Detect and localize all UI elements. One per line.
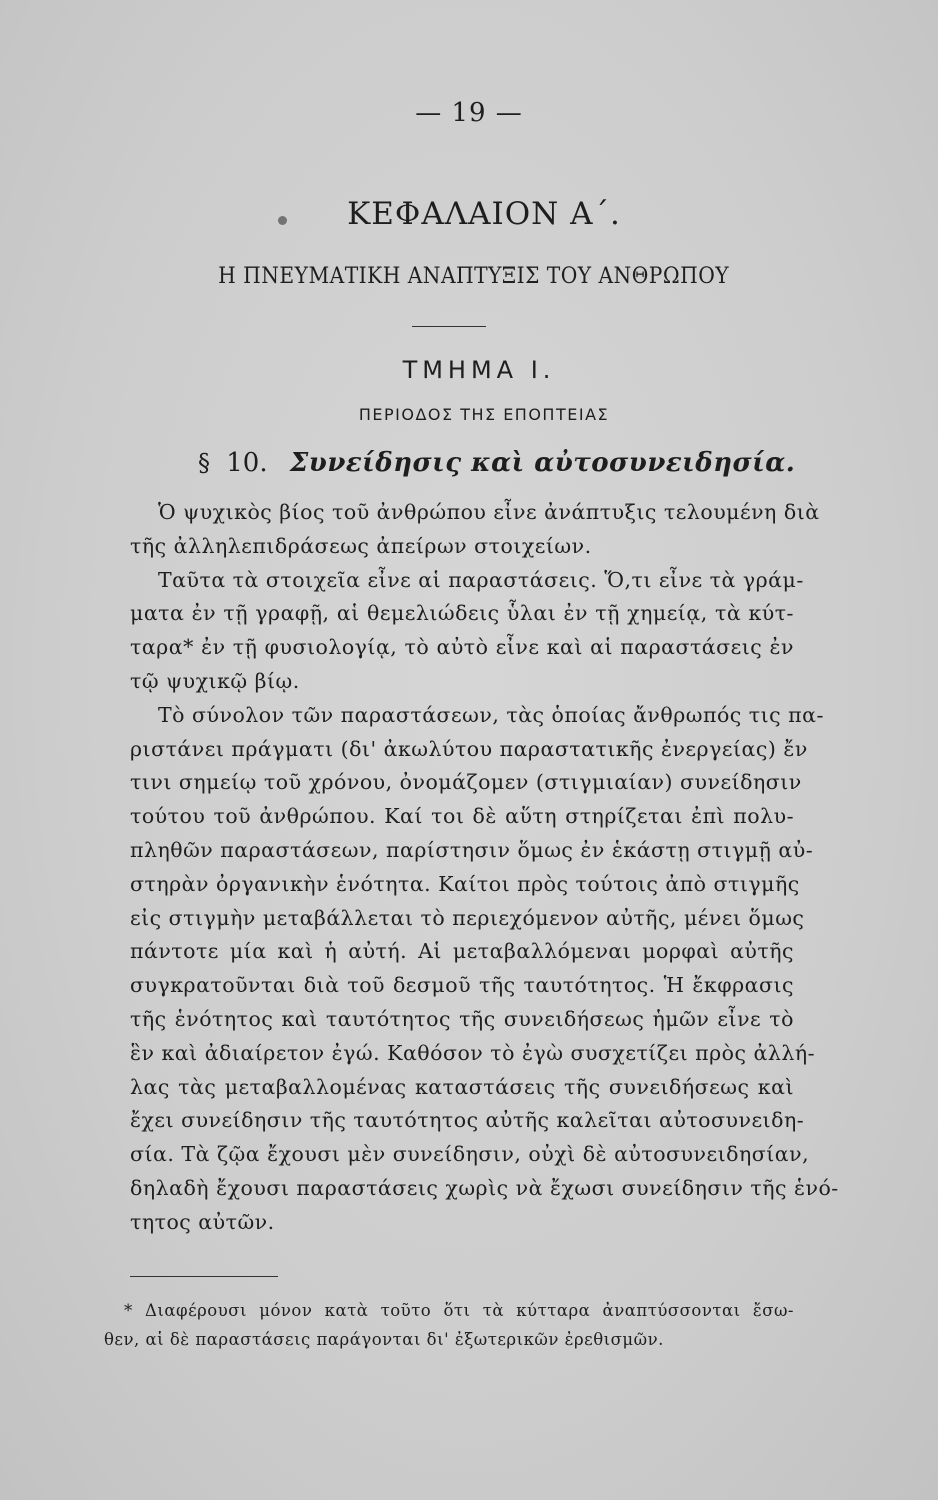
body-line: δηλαδὴ ἔχουσι παραστάσεις χωρὶς νὰ ἔχωσι συνείδησιν τῆς ἑνό- bbox=[130, 1175, 839, 1200]
body-line: ἓν καὶ ἀδιαίρετον ἐγώ. Καθόσον τὸ ἐγὼ συσχετίζει πρὸς ἀλλή- bbox=[130, 1040, 816, 1065]
body-line: ματα ἐν τῇ γραφῇ, αἱ θεμελιώδεις ὗλαι ἐν τῇ χημείᾳ, τὰ κύτ- bbox=[130, 601, 794, 626]
body-line: σία. Τὰ ζῷα ἔχουσι μὲν συνείδησιν, οὐχὶ δὲ αὐτοσυνειδησίαν, bbox=[130, 1142, 810, 1167]
body-line: τούτου τοῦ ἀνθρώπου. Καί τοι δὲ αὕτη στηρίζεται ἐπὶ πολυ- bbox=[130, 804, 794, 829]
body-line: λας τὰς μεταβαλλομένας καταστάσεις τῆς συνειδήσεως καὶ bbox=[130, 1074, 794, 1099]
section-title: ΤΜΗΜΑ Ι. bbox=[402, 356, 556, 384]
body-line: Ταῦτα τὰ στοιχεῖα εἶνε αἱ παραστάσεις. Ὅ,τι εἶνε τὰ γράμ- bbox=[158, 567, 804, 592]
body-line: τητος αὐτῶν. bbox=[130, 1209, 275, 1234]
footnote-line: θεν, αἱ δὲ παραστάσεις παράγονται δι' ἐξωτερικῶν ἐρεθισμῶν. bbox=[104, 1330, 664, 1349]
body-line: τῆς ἀλληλεπιδράσεως ἀπείρων στοιχείων. bbox=[130, 533, 592, 558]
body-line: τινι σημείῳ τοῦ χρόνου, ὀνομάζομεν (στιγμιαίαν) συνείδησιν bbox=[130, 770, 802, 795]
footnote-line: * Διαφέρουσι μόνον κατὰ τοῦτο ὅτι τὰ κύτταρα ἀναπτύσσονται ἔσω- bbox=[124, 1301, 794, 1320]
chapter-title: ΚΕΦΑΛΑΙΟΝ Α΄. bbox=[347, 196, 621, 232]
page-number: — 19 — bbox=[415, 98, 523, 128]
body-line: ἔχει συνείδησιν τῆς ταυτότητος αὐτῆς καλεῖται αὐτοσυνειδη- bbox=[130, 1108, 805, 1133]
body-line: εἰς στιγμὴν μεταβάλλεται τὸ περιεχόμενον αὐτῆς, μένει ὅμως bbox=[130, 905, 805, 930]
body-line: πάντοτε μία καὶ ἡ αὐτή. Αἱ μεταβαλλόμεναι μορφαὶ αὐτῆς bbox=[130, 939, 794, 964]
chapter-subtitle: Η ΠΝΕΥΜΑΤΙΚΗ ΑΝΑΠΤΥΞΙΣ ΤΟΥ ΑΝΘΡΩΠΟΥ bbox=[218, 264, 730, 289]
paragraph-heading-text: Συνείδησις καὶ αὐτοσυνειδησία. bbox=[289, 448, 796, 478]
body-line: Ὁ ψυχικὸς βίος τοῦ ἀνθρώπου εἶνε ἀνάπτυξις τελουμένη διὰ bbox=[158, 500, 820, 524]
body-line: Τὸ σύνολον τῶν παραστάσεων, τὰς ὁποίας ἄνθρωπός τις πα- bbox=[158, 702, 824, 727]
footnote bbox=[104, 1296, 794, 1354]
footnote-divider bbox=[130, 1276, 278, 1277]
body-line: ριστάνει πράγματι (δι' ἀκωλύτου παραστατικῆς ἐνεργείας) ἔν bbox=[130, 736, 808, 761]
section-sign: § bbox=[198, 449, 210, 477]
body-line: ταρα* ἐν τῇ φυσιολογίᾳ, τὸ αὐτὸ εἶνε καὶ αἱ παραστάσεις ἐν bbox=[130, 635, 794, 660]
body-line: στηρὰν ὀργανικὴν ἑνότητα. Καίτοι πρὸς τούτοις ἀπὸ στιγμῆς bbox=[130, 871, 800, 896]
body-text bbox=[130, 496, 839, 1240]
body-line: τῆς ἑνότητος καὶ ταυτότητος τῆς συνειδήσεως ἡμῶν εἶνε τὸ bbox=[130, 1006, 794, 1031]
paragraph-heading bbox=[198, 448, 796, 478]
body-line: συγκρατοῦνται διὰ τοῦ δεσμοῦ τῆς ταυτότητος. Ἡ ἔκφρασις bbox=[130, 973, 794, 998]
title-divider bbox=[412, 326, 486, 327]
body-line: τῷ ψυχικῷ βίῳ. bbox=[130, 668, 300, 693]
period-title: ΠΕΡΙΟΔΟΣ ΤΗΣ ΕΠΟΠΤΕΙΑΣ bbox=[358, 405, 610, 424]
paragraph-number: 10. bbox=[226, 448, 268, 478]
body-line: πληθῶν παραστάσεων, παρίστησιν ὅμως ἐν ἑκάστῃ στιγμῇ αὐ- bbox=[130, 837, 814, 862]
